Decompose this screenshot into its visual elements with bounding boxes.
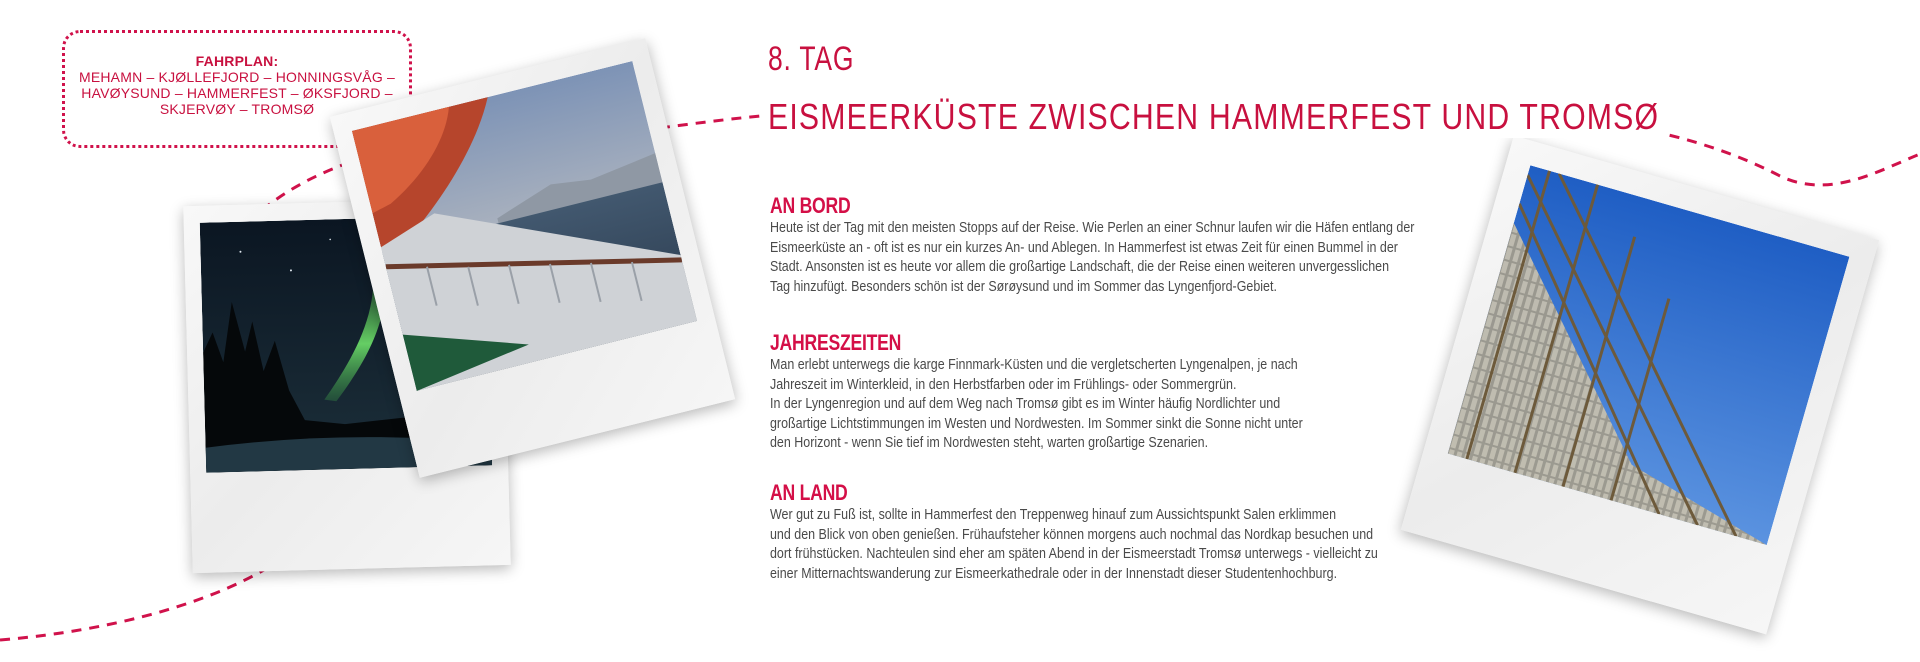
schedule-line-3: SKJERVØY – TROMSØ [159,101,315,117]
section-jahreszeiten [770,330,1570,454]
section-text: Wer gut zu Fuß ist, sollte in Hammerfest den Treppenweg hinauf zum Aussichtspunkt Salen erklimmen und den Blick von oben genießen. Frühaufsteher können morgens auch nochmal das Nordkap besuchen und dort frühstücken. Nachteulen sind eher am späten Abend in der Eismeerstadt Tromsø unterwegs - vielleicht zu einer Mitternachtswanderung zur Eismeerkathedrale oder in der Innenstadt dieser Studentenhochburg. [770,507,1378,582]
section-heading: AN LAND [770,480,848,505]
page-title: EISMEERKÜSTE ZWISCHEN HAMMERFEST UND TROMSØ [768,96,1666,138]
ship-deck-photo [352,61,697,391]
section-an-bord [770,193,1570,297]
section-heading: JAHRESZEITEN [770,330,902,355]
section-text: Man erlebt unterwegs die karge Finnmark-Küsten und die vergletscherten Lyngenalpen, je nach Jahreszeit im Winterkleid, in den Herbstfarben oder im Frühlings- oder Sommergrün. In der Lyngenregion und auf dem Weg nach Tromsø gibt es im Winter häufig Nordlichter und großartige Lichtstimmungen im Westen und Nordwesten. Im Sommer sinkt die Sonne nicht unter den Horizont - wenn Sie tief im Nordwesten steht, warten großartige Szenarien. [770,357,1303,451]
day-label: 8. TAG [768,40,855,78]
schedule-label: FAHRPLAN: [195,53,279,69]
schedule-line-1: MEHAMN – KJØLLEFJORD – HONNINGSVÅG – [78,69,396,85]
section-text: Heute ist der Tag mit den meisten Stopps auf der Reise. Wie Perlen an einer Schnur laufen wir die Häfen entlang der Eismeerküste an - oft ist es nur ein kurzes An- und Ablegen. In Hammerfest ist etwas Zeit für einen Bummel in der Stadt. Ansonsten ist es heute vor allem die großartige Landschaft, die der Reise einen weiteren unvergesslichen Tag hinzufügt. Besonders schön ist der Sørøysund und im Sommer das Lyngenfjord-Gebiet. [770,220,1415,295]
section-an-land [770,480,1570,584]
schedule-line-2: HAVØYSUND – HAMMERFEST – ØKSFJORD – [81,85,393,101]
section-heading: AN BORD [770,193,851,218]
